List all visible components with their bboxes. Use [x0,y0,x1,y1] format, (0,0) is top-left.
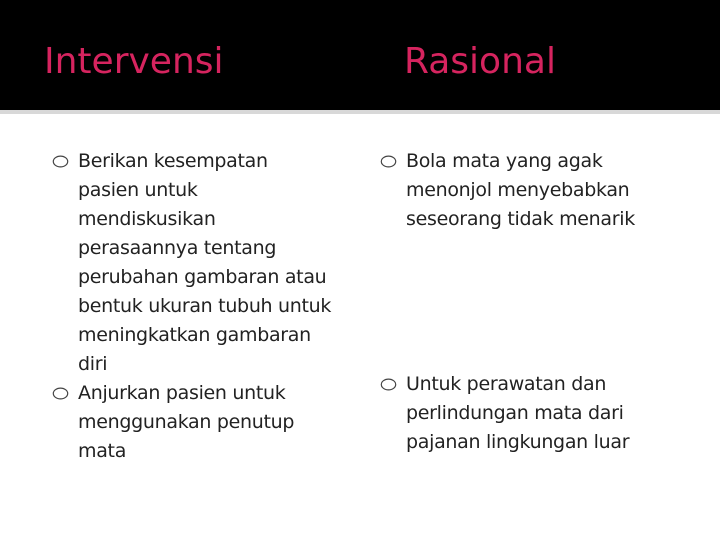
rasional-text-2: Untuk perawatan dan perlindungan mata dari pajanan lingkungan luar [406,373,630,453]
circle-bullet-icon [52,155,69,168]
list-item [52,147,352,379]
heading-rasional: Rasional [404,41,556,82]
intervensi-list [52,147,352,466]
list-item [380,370,680,457]
list-item [52,379,352,466]
rasional-text-1: Bola mata yang agak menonjol menyebabkan seseorang tidak menarik [406,150,635,230]
circle-bullet-icon [380,155,397,168]
list-item [380,147,680,234]
circle-bullet-icon [52,387,69,400]
circle-bullet-icon [380,378,397,391]
intervensi-text-2: Anjurkan pasien untuk menggunakan penutup mata [78,382,295,462]
rasional-list [380,147,680,457]
heading-intervensi: Intervensi [44,41,224,82]
title-divider [0,110,720,114]
intervensi-text-1: Berikan kesempatan pasien untuk mendiskusikan perasaannya tentang perubahan gambaran atau bentuk ukuran tubuh untuk meningkatkan gambaran diri [78,150,332,375]
